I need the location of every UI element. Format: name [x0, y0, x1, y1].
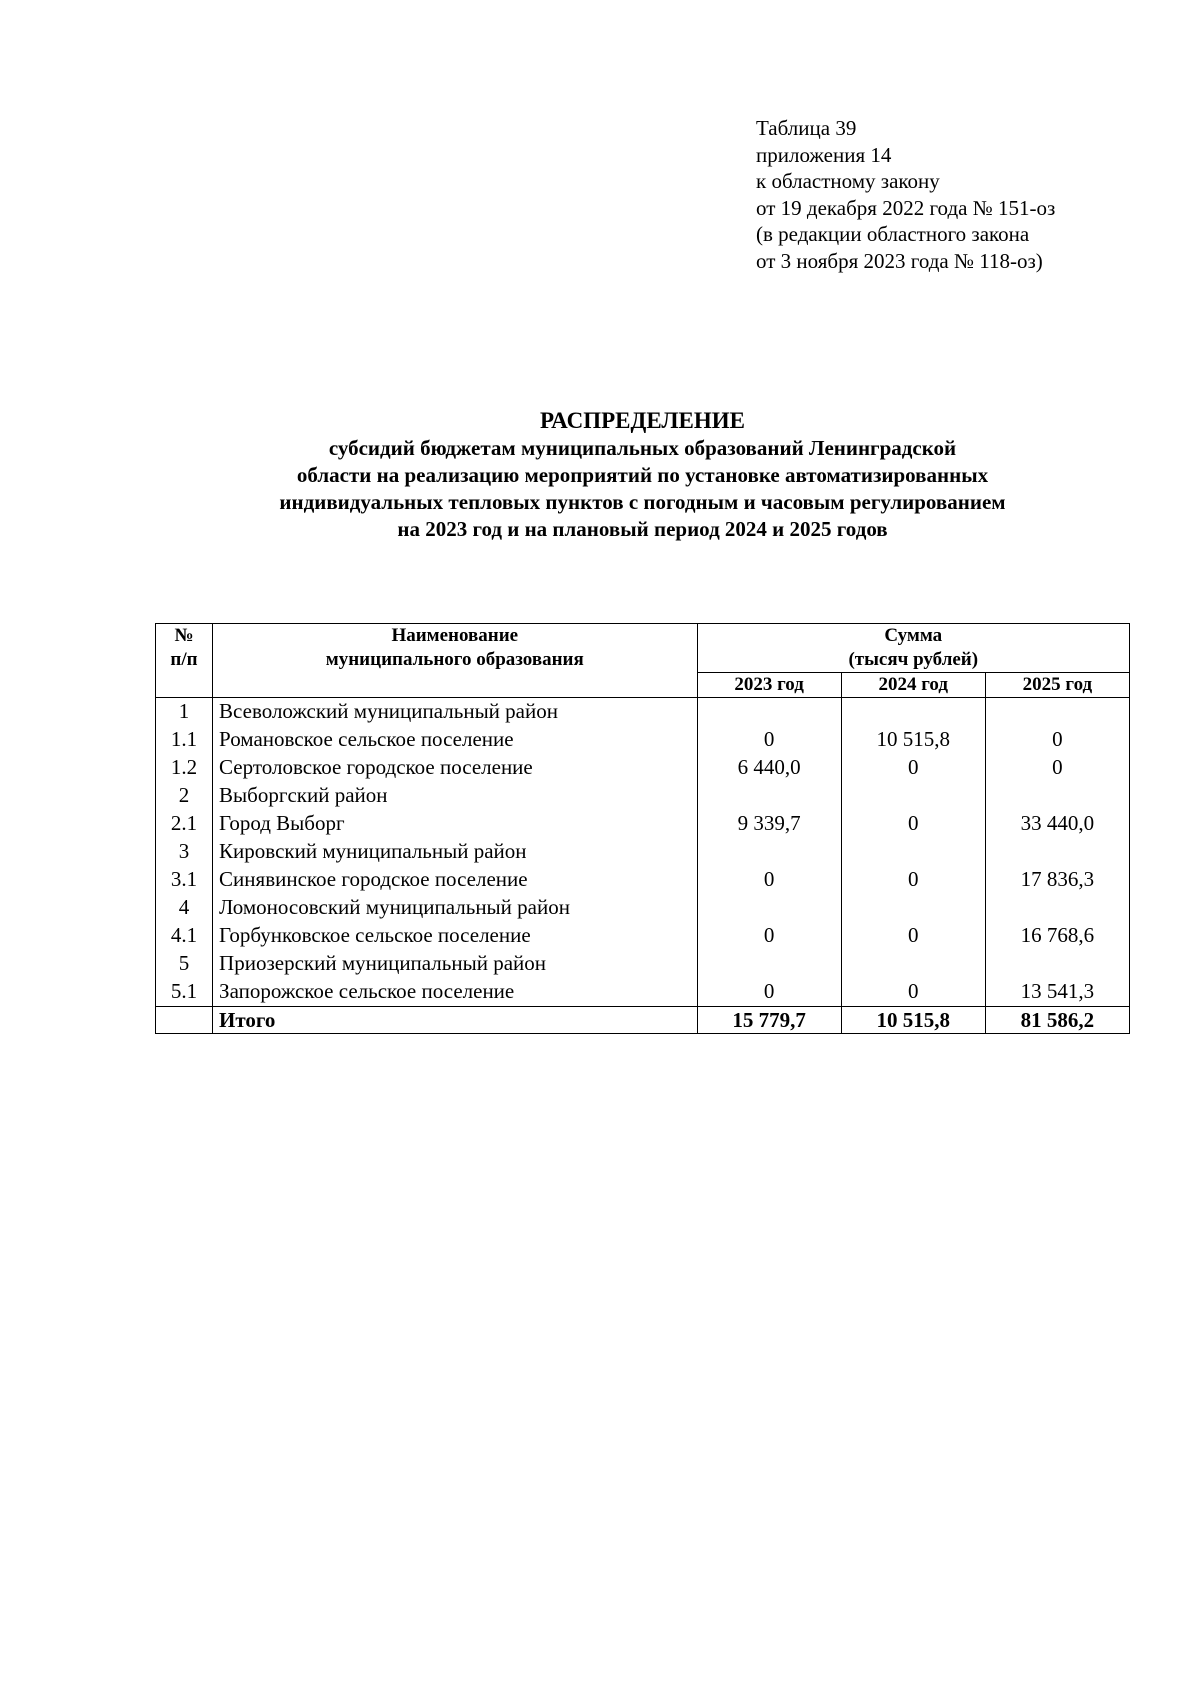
- table-row: [156, 726, 1130, 754]
- row-value-2025: 13 541,3: [985, 978, 1129, 1007]
- header-municipality-line: муниципального образования: [325, 649, 584, 670]
- row-value-2025: [985, 782, 1129, 810]
- document-title: РАСПРЕДЕЛЕНИЕ: [540, 408, 745, 433]
- row-value-2023: [697, 950, 841, 978]
- table-row: [156, 922, 1130, 950]
- row-value-2025: 0: [985, 754, 1129, 782]
- table-row: [156, 894, 1130, 922]
- attachment-line: к областному закону: [756, 169, 940, 193]
- row-number: 3: [156, 838, 213, 866]
- row-value-2024: 0: [841, 810, 985, 838]
- row-number: 3.1: [156, 866, 213, 894]
- row-municipality: Кировский муниципальный район: [213, 838, 697, 866]
- attachment-line: Таблица 39: [756, 116, 857, 140]
- row-municipality: Запорожское сельское поселение: [213, 978, 697, 1007]
- row-value-2024: 0: [841, 922, 985, 950]
- table-row: [156, 754, 1130, 782]
- row-value-2025: 0: [985, 726, 1129, 754]
- heading-line: на 2023 год и на плановый период 2024 и 2025 годов: [397, 517, 888, 541]
- attachment-line: приложения 14: [756, 142, 892, 167]
- row-value-2024: [841, 950, 985, 978]
- row-value-2024: 0: [841, 866, 985, 894]
- table-row: [156, 782, 1130, 810]
- row-number: 4: [156, 894, 213, 922]
- attachment-line: от 3 ноября 2023 года № 118-оз): [756, 248, 1043, 273]
- row-value-2025: 17 836,3: [985, 866, 1129, 894]
- total-2023: 15 779,7: [697, 1007, 841, 1034]
- row-number: 5.1: [156, 978, 213, 1007]
- row-value-2023: 9 339,7: [697, 810, 841, 838]
- table-row: [156, 838, 1130, 866]
- header-number: [156, 624, 213, 698]
- header-municipality-line: Наименование: [391, 625, 519, 646]
- row-value-2024: [841, 782, 985, 810]
- header-sum-line: (тысяч рублей): [848, 649, 979, 670]
- row-value-2023: 0: [697, 922, 841, 950]
- row-value-2024: 10 515,8: [841, 726, 985, 754]
- row-number: 1: [156, 698, 213, 727]
- row-value-2025: [985, 838, 1129, 866]
- total-row: [156, 1007, 1130, 1034]
- row-value-2025: 16 768,6: [985, 922, 1129, 950]
- row-value-2025: [985, 698, 1129, 727]
- header-number-line: п/п: [170, 649, 198, 670]
- row-number: 1.1: [156, 726, 213, 754]
- row-value-2025: 33 440,0: [985, 810, 1129, 838]
- heading-line: субсидий бюджетам муниципальных образований Ленинградской: [328, 436, 957, 460]
- header-year-2025: 2025 год: [985, 673, 1129, 698]
- row-value-2024: 0: [841, 978, 985, 1007]
- row-number: 5: [156, 950, 213, 978]
- row-value-2023: 0: [697, 866, 841, 894]
- row-value-2023: [697, 838, 841, 866]
- total-2024: 10 515,8: [841, 1007, 985, 1034]
- total-label: Итого: [213, 1007, 697, 1034]
- row-number: 1.2: [156, 754, 213, 782]
- row-municipality: Романовское сельское поселение: [213, 726, 697, 754]
- total-2025: 81 586,2: [985, 1007, 1129, 1034]
- row-value-2023: [697, 894, 841, 922]
- row-municipality: Ломоносовский муниципальный район: [213, 894, 697, 922]
- row-value-2023: [697, 782, 841, 810]
- table-row: [156, 866, 1130, 894]
- attachment-line: от 19 декабря 2022 года № 151-оз: [756, 195, 1056, 220]
- row-value-2024: [841, 838, 985, 866]
- row-value-2024: [841, 698, 985, 727]
- row-value-2023: 0: [697, 726, 841, 754]
- row-number: 4.1: [156, 922, 213, 950]
- table-row: [156, 810, 1130, 838]
- document-heading: [150, 407, 1135, 543]
- row-value-2025: [985, 950, 1129, 978]
- heading-line: области на реализацию мероприятий по установке автоматизированных: [296, 463, 989, 487]
- header-sum: [697, 624, 1129, 673]
- distribution-table: [155, 623, 1130, 1034]
- row-value-2024: 0: [841, 754, 985, 782]
- row-value-2025: [985, 894, 1129, 922]
- row-value-2023: 6 440,0: [697, 754, 841, 782]
- row-municipality: Синявинское городское поселение: [213, 866, 697, 894]
- table-row: [156, 978, 1130, 1007]
- row-municipality: Всеволожский муниципальный район: [213, 698, 697, 727]
- table-header: [156, 624, 1130, 698]
- row-value-2024: [841, 894, 985, 922]
- row-value-2023: [697, 698, 841, 727]
- header-year-2023: 2023 год: [697, 673, 841, 698]
- row-municipality: Приозерский муниципальный район: [213, 950, 697, 978]
- table-row: [156, 950, 1130, 978]
- row-number: 2.1: [156, 810, 213, 838]
- row-municipality: Город Выборг: [213, 810, 697, 838]
- row-value-2023: 0: [697, 978, 841, 1007]
- row-municipality: Сертоловское городское поселение: [213, 754, 697, 782]
- table-row: [156, 698, 1130, 727]
- header-sum-line: Сумма: [884, 625, 943, 646]
- table-footer: [156, 1007, 1130, 1034]
- total-number-cell: [156, 1007, 213, 1034]
- attachment-line: (в редакции областного закона: [756, 222, 1030, 246]
- row-municipality: Горбунковское сельское поселение: [213, 922, 697, 950]
- table-body: [156, 698, 1130, 1007]
- row-number: 2: [156, 782, 213, 810]
- attachment-reference: [756, 115, 1055, 274]
- header-municipality: [213, 624, 697, 698]
- heading-line: индивидуальных тепловых пунктов с погодным и часовым регулированием: [279, 490, 1006, 514]
- header-number-line: №: [174, 625, 194, 646]
- header-year-2024: 2024 год: [841, 673, 985, 698]
- row-municipality: Выборгский район: [213, 782, 697, 810]
